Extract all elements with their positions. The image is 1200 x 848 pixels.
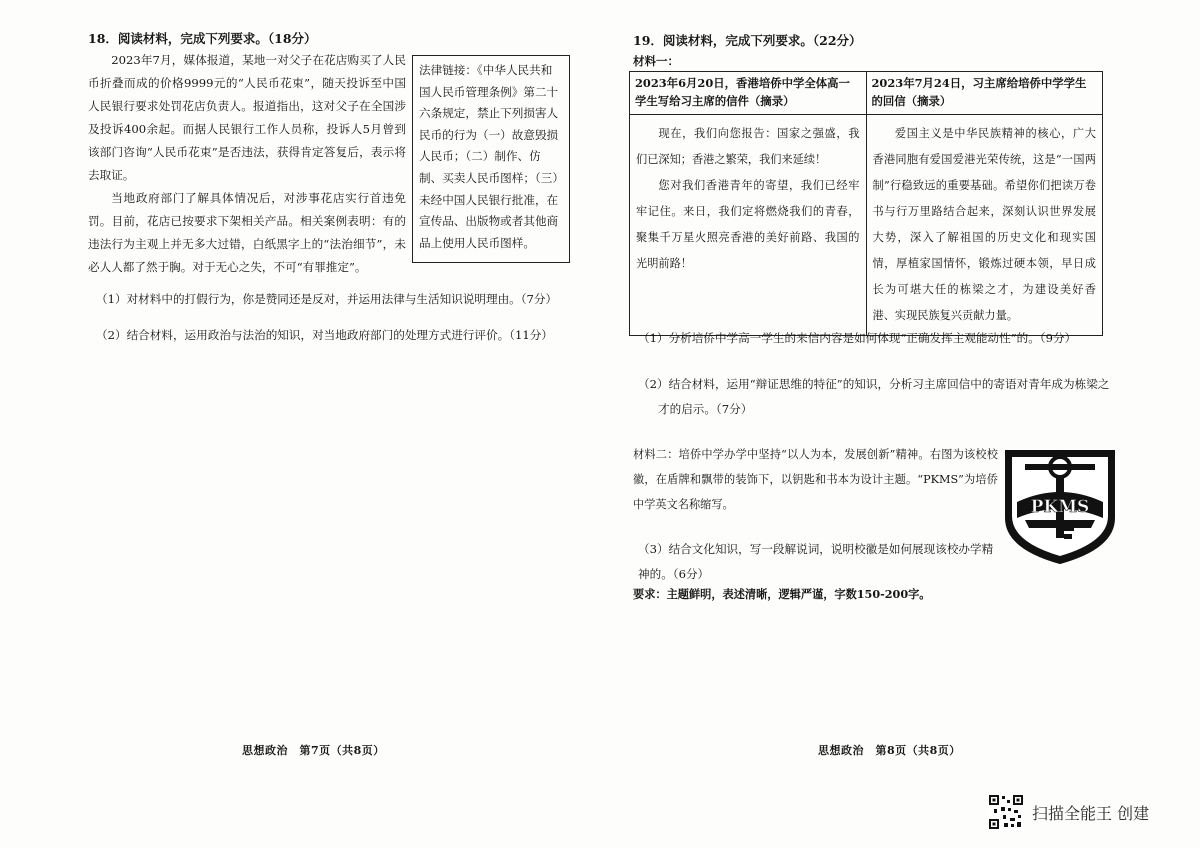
letter-paragraph-2: 您对我们香港青年的寄望，我们已经牢牢记住。来日，我们定将燃烧我们的青春，聚集千万星火照亮香港的美好前路、我国的光明前路！ <box>636 179 860 270</box>
material-2: 材料二：培侨中学办学中坚持“以人为本，发展创新”精神。右图为该校校徽，在盾牌和飘带的装饰下，以钥匙和书本为设计主题。“PKMS”为培侨中学英文名称缩写。 <box>633 448 998 511</box>
requirement-text: 要求：主题鲜明，表述清晰，逻辑严谨，字数150-200字。 <box>633 587 931 601</box>
table-header-letter: 2023年6月20日，香港培侨中学全体高一学生写给习主席的信件（摘录） <box>630 72 867 115</box>
reply-paragraph: 爱国主义是中华民族精神的核心，广大香港同胞有爱国爱港光荣传统，这是“一国两制”行稳致远的重要基础。希望你们把读万卷书与行万里路结合起来，深刻认识世界发展大势，深入了解祖国的历史文化和现实国情，厚植家国情怀，锻炼过硬本领，早日成长为可堪大任的栋梁之才，为建设美好香港、实现民族复兴贡献力量。 <box>872 127 1096 322</box>
question-18-material <box>88 49 406 279</box>
scanner-watermark: 扫描全能王 创建 <box>1032 804 1150 823</box>
letter-paragraph-1: 现在，我们向您报告：国家之强盛，我们已深知；香港之繁荣，我们来延续！ <box>636 127 860 166</box>
table-cell-letter <box>630 115 867 336</box>
q18-subquestion-2: （2）结合材料，运用政治与法治的知识，对当地政府部门的处理方式进行评价。（11分） <box>96 328 553 342</box>
school-crest-image <box>1003 448 1117 566</box>
q18-subquestion-1: （1）对材料中的打假行为，你是赞同还是反对，并运用法律与生活知识说明理由。（7分） <box>96 292 558 306</box>
q19-subquestion-1: （1）分析培侨中学高一学生的来信内容是如何体现“正确发挥主观能动性”的。（9分） <box>638 331 1077 345</box>
question-18-title: 18．阅读材料，完成下列要求。（18分） <box>88 31 317 46</box>
q19-subquestion-2-line-2: 才的启示。（7分） <box>658 402 753 416</box>
crest-text: PKMS <box>1030 497 1090 517</box>
page-8-footer: 思想政治 第8页（共8页） <box>818 744 961 757</box>
q19-subquestion-2-line-1: （2）结合材料，运用“辩证思维的特征”的知识，分析习主席回信中的寄语对青年成为栋梁之 <box>638 377 1110 391</box>
letters-table <box>629 71 1103 336</box>
table-cell-reply <box>866 115 1103 336</box>
q19-subquestion-3: （3）结合文化知识，写一段解说词，说明校徽是如何展现该校办学精神的。（6分） <box>638 542 994 581</box>
q18-paragraph-1: 2023年7月，媒体报道，某地一对父子在花店购买了人民币折叠而成的价格9999元的“人民币花束”，随天投诉至中国人民银行要求处罚花店负责人。报道指出，这对父子在全国涉及投诉400余起。而据人民银行工作人员称，投诉人5月曾到该部门咨询“人民币花束”是否违法，获得肯定答复后，表示将去取证。 <box>88 53 406 182</box>
law-link-box: 法律链接：《中华人民共和国人民币管理条例》第二十六条规定，禁止下列损害人民币的行为（一）故意毁损人民币；（二）制作、仿制、买卖人民币图样；（三）未经中国人民银行批准，在宣传品、出版物或者其他商品上使用人民币图样。 <box>412 55 570 263</box>
q18-paragraph-2: 当地政府部门了解具体情况后，对涉事花店实行首违免罚。目前，花店已按要求下架相关产品。相关案例表明：有的违法行为主观上并无多大过错，白纸黑字上的“法治细节”，未必人人都了然于胸。对于无心之失，不可“有罪推定”。 <box>88 191 406 274</box>
material-1-label: 材料一： <box>633 54 679 68</box>
page-7-footer: 思想政治 第7页（共8页） <box>242 744 385 757</box>
qr-code-icon <box>988 794 1024 830</box>
table-header-reply: 2023年7月24日，习主席给培侨中学学生的回信（摘录） <box>866 72 1103 115</box>
question-19-title: 19．阅读材料，完成下列要求。（22分） <box>633 33 862 48</box>
